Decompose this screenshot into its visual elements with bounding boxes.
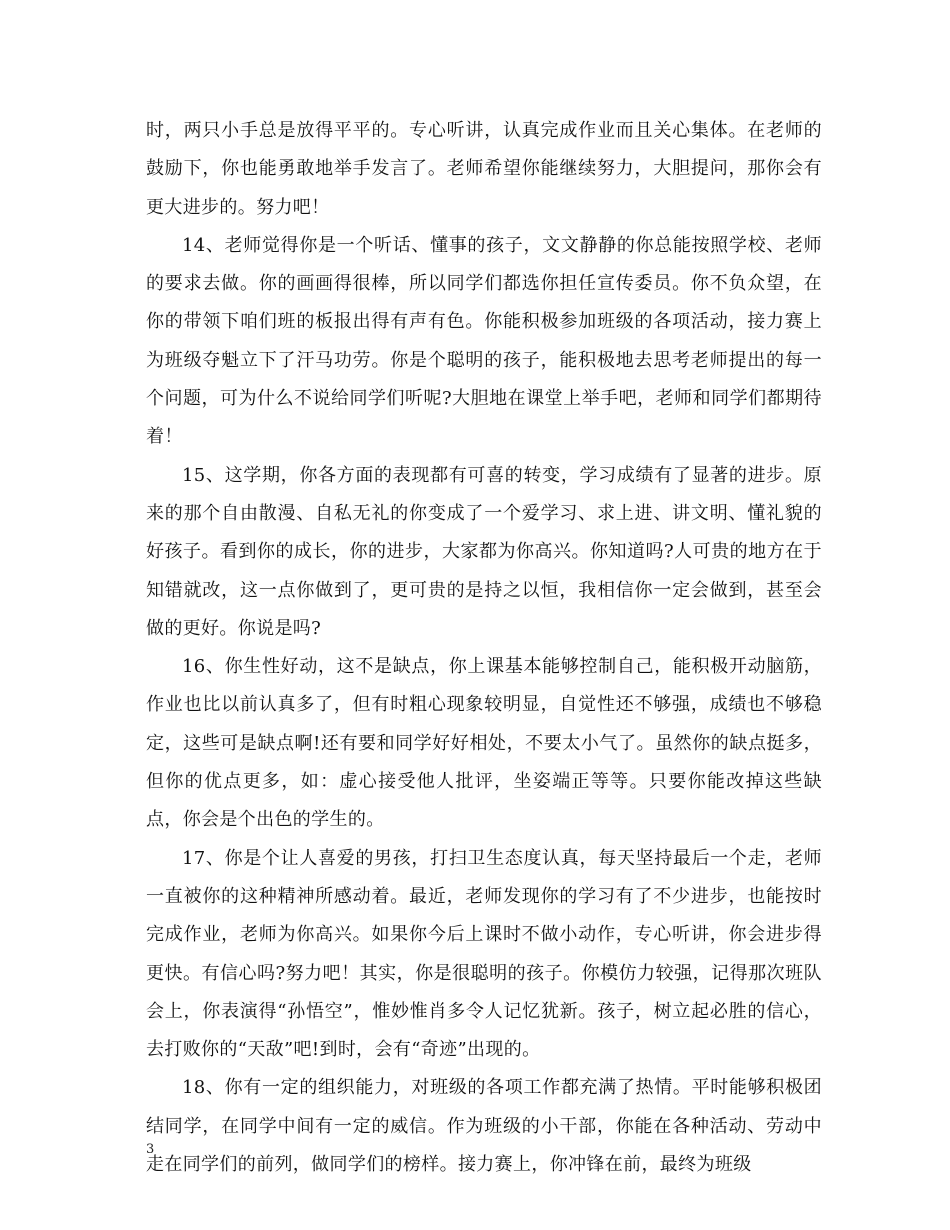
paragraph-continuation: 时，两只小手总是放得平平的。专心听讲，认真完成作业而且关心集体。在老师的鼓励下，你也能勇敢地举手发言了。老师希望你能继续努力，大胆提问，那你会有更大进步的。努力吧！ bbox=[146, 120, 822, 218]
paragraph-comment-15: 15、这学期，你各方面的表现都有可喜的转变，学习成绩有了显著的进步。原来的那个自由散漫、自私无礼的你变成了一个爱学习、求上进、讲文明、懂礼貌的好孩子。看到你的成长，你的进步，大家都为你高兴。你知道吗?人可贵的地方在于知错就改，这一点你做到了，更可贵的是持之以恒，我相信你一定会做到，甚至会做的更好。你说是吗? bbox=[146, 464, 822, 639]
paragraph-comment-16: 16、你生性好动，这不是缺点，你上课基本能够控制自己，能积极开动脑筋，作业也比以前认真多了，但有时粗心现象较明显，自觉性还不够强，成绩也不够稳定，这些可是缺点啊!还有要和同学好好相处，不要太小气了。虽然你的缺点挺多，但你的优点更多，如：虚心接受他人批评，坐姿端正等等。只要你能改掉这些缺点，你会是个出色的学生的。 bbox=[146, 656, 822, 831]
paragraph-comment-18: 18、你有一定的组织能力，对班级的各项工作都充满了热情。平时能够积极团结同学，在同学中间有一定的威信。作为班级的小干部，你能在各种活动、劳动中走在同学们的前列，做同学们的榜样。接力赛上，你冲锋在前，最终为班级 bbox=[146, 1077, 822, 1176]
page-number: 3 bbox=[146, 1142, 155, 1157]
document-body bbox=[146, 112, 822, 1184]
paragraph-comment-14: 14、老师觉得你是一个听话、懂事的孩子，文文静静的你总能按照学校、老师的要求去做。你的画画得很棒，所以同学们都选你担任宣传委员。你不负众望，在你的带领下咱们班的板报出得有声有色。你能积极参加班级的各项活动，接力赛上为班级夺魁立下了汗马功劳。你是个聪明的孩子，能积极地去思考老师提出的每一个问题，可为什么不说给同学们听呢?大胆地在课堂上举手吧，老师和同学们都期待着！ bbox=[146, 234, 822, 448]
paragraph-comment-17: 17、你是个让人喜爱的男孩，打扫卫生态度认真，每天坚持最后一个走，老师一直被你的这种精神所感动着。最近，老师发现你的学习有了不少进步，也能按时完成作业，老师为你高兴。如果你今后上课时不做小动作，专心听讲，你会进步得更快。有信心吗?努力吧！其实，你是很聪明的孩子。你模仿力较强，记得那次班队会上，你表演得“孙悟空”，惟妙惟肖多令人记忆犹新。孩子，树立起必胜的信心，去打败你的“天敌”吧!到时，会有“奇迹”出现的。 bbox=[146, 847, 822, 1061]
